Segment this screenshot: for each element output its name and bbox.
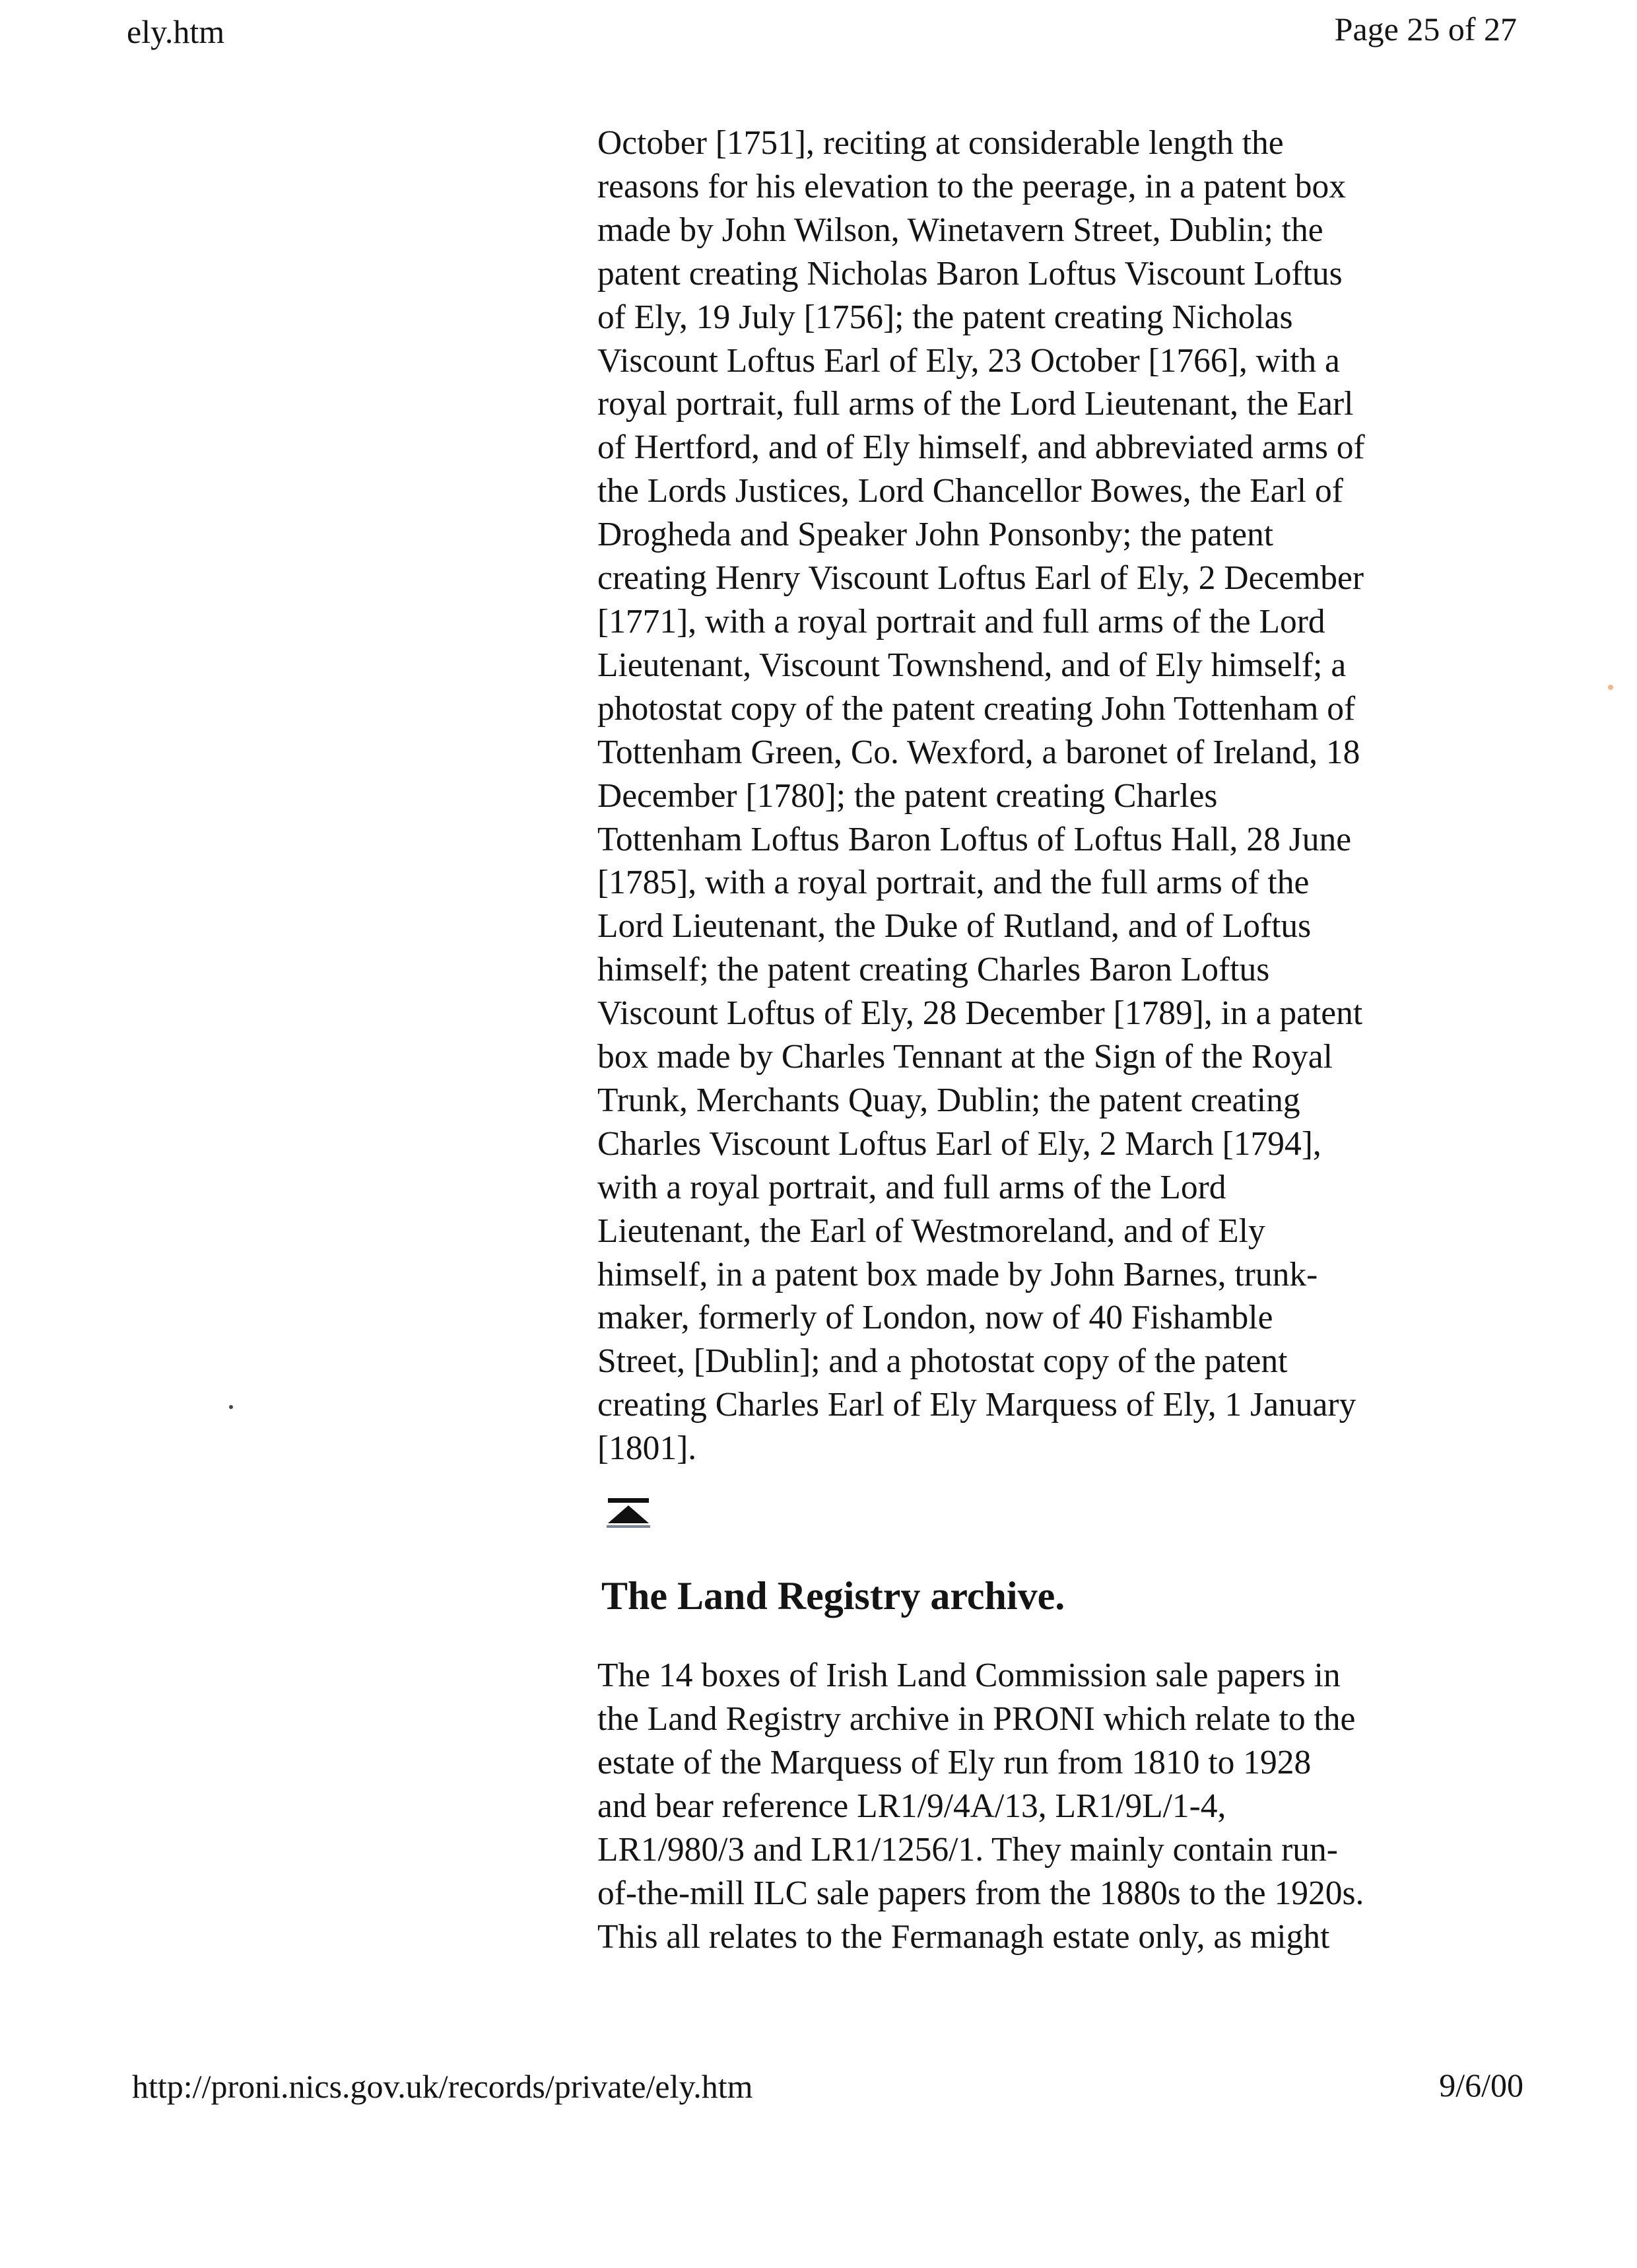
paragraph-patents-line: Street, [Dublin]; and a photostat copy of the patent [597,1342,1288,1381]
paragraph-patents-line: Charles Viscount Loftus Earl of Ely, 2 March [1794], [597,1124,1321,1163]
paragraph-patents-line: Lord Lieutenant, the Duke of Rutland, and of Loftus [597,907,1312,945]
paragraph-patents-line: [1801]. [597,1429,697,1468]
paragraph-patents-line: creating Henry Viscount Loftus Earl of Ely, 2 December [597,559,1364,598]
paragraph-patents-line: made by John Wilson, Winetavern Street, Dublin; the [597,211,1323,249]
paragraph-land-registry-line: LR1/980/3 and LR1/1256/1. They mainly contain run- [597,1831,1338,1869]
scan-speck [229,1405,233,1409]
paragraph-patents-line: Trunk, Merchants Quay, Dublin; the patent creating [597,1081,1300,1119]
footer-url-link[interactable]: http://proni.nics.gov.uk/records/private/ely.htm [132,2068,753,2105]
section-heading-land-registry: The Land Registry archive. [601,1574,1065,1618]
paragraph-patents-line: patent creating Nicholas Baron Loftus Viscount Loftus [597,254,1343,292]
main-content [597,121,1535,1959]
back-to-top-arrow-icon[interactable] [607,1497,650,1531]
paragraph-patents-line: [1771], with a royal portrait and full arms of the Lord [597,602,1325,640]
header-page-indicator: Page 25 of 27 [1334,11,1517,48]
paragraph-patents-line: Tottenham Green, Co. Wexford, a baronet of Ireland, 18 [597,733,1360,771]
paragraph-patents-line: December [1780]; the patent creating Charles [597,776,1218,815]
paragraph-patents-line: reasons for his elevation to the peerage, in a patent box [597,167,1347,205]
paragraph-patents-line: royal portrait, full arms of the Lord Lieutenant, the Earl [597,385,1354,423]
paragraph-land-registry-line: estate of the Marquess of Ely run from 1810 to 1928 [597,1744,1312,1782]
paragraph-land-registry-line: The 14 boxes of Irish Land Commission sale papers in [597,1657,1341,1695]
paragraph-land-registry-line: of-the-mill ILC sale papers from the 1880s to the 1920s. [597,1874,1364,1913]
paragraph-patents-line: of Ely, 19 July [1756]; the patent creating Nicholas [597,298,1293,336]
paragraph-patents-line: Lieutenant, Viscount Townshend, and of Ely himself; a [597,646,1347,684]
paragraph-patents-line: maker, formerly of London, now of 40 Fishamble [597,1299,1273,1337]
paragraph-patents-line: Lieutenant, the Earl of Westmoreland, and of Ely [597,1212,1265,1250]
paragraph-patents-line: [1785], with a royal portrait, and the full arms of the [597,864,1310,902]
footer-date: 9/6/00 [1439,2067,1523,2104]
paragraph-land-registry-line: This all relates to the Fermanagh estate only, as might [597,1918,1330,1956]
paragraph-patents-line: of Hertford, and of Ely himself, and abbreviated arms of [597,429,1365,467]
paragraph-patents [597,121,1535,1470]
paragraph-patents-line: himself; the patent creating Charles Baron Loftus [597,951,1270,989]
paragraph-patents-line: the Lords Justices, Lord Chancellor Bowes, the Earl of [597,472,1343,510]
paragraph-patents-line: box made by Charles Tennant at the Sign of the Royal [597,1038,1333,1076]
paragraph-land-registry-line: and bear reference LR1/9/4A/13, LR1/9L/1-4, [597,1787,1226,1826]
paragraph-patents-line: Viscount Loftus Earl of Ely, 23 October [1766], with a [597,341,1340,380]
paragraph-patents-line: creating Charles Earl of Ely Marquess of Ely, 1 January [597,1386,1356,1424]
paragraph-patents-line: with a royal portrait, and full arms of the Lord [597,1168,1226,1206]
paragraph-patents-line: photostat copy of the patent creating John Tottenham of [597,689,1356,728]
paragraph-patents-line: himself, in a patent box made by John Barnes, trunk- [597,1255,1318,1293]
paragraph-patents-line: October [1751], reciting at considerable length the [597,124,1284,162]
paragraph-land-registry-line: the Land Registry archive in PRONI which relate to the [597,1700,1356,1738]
header-filename: ely.htm [127,13,225,50]
paragraph-patents-line: Viscount Loftus of Ely, 28 December [1789], in a patent [597,994,1363,1033]
paragraph-patents-line: Tottenham Loftus Baron Loftus of Loftus Hall, 28 June [597,820,1352,858]
paragraph-patents-line: Drogheda and Speaker John Ponsonby; the patent [597,516,1274,554]
paragraph-land-registry [597,1654,1535,1959]
scan-speck [1608,685,1613,690]
